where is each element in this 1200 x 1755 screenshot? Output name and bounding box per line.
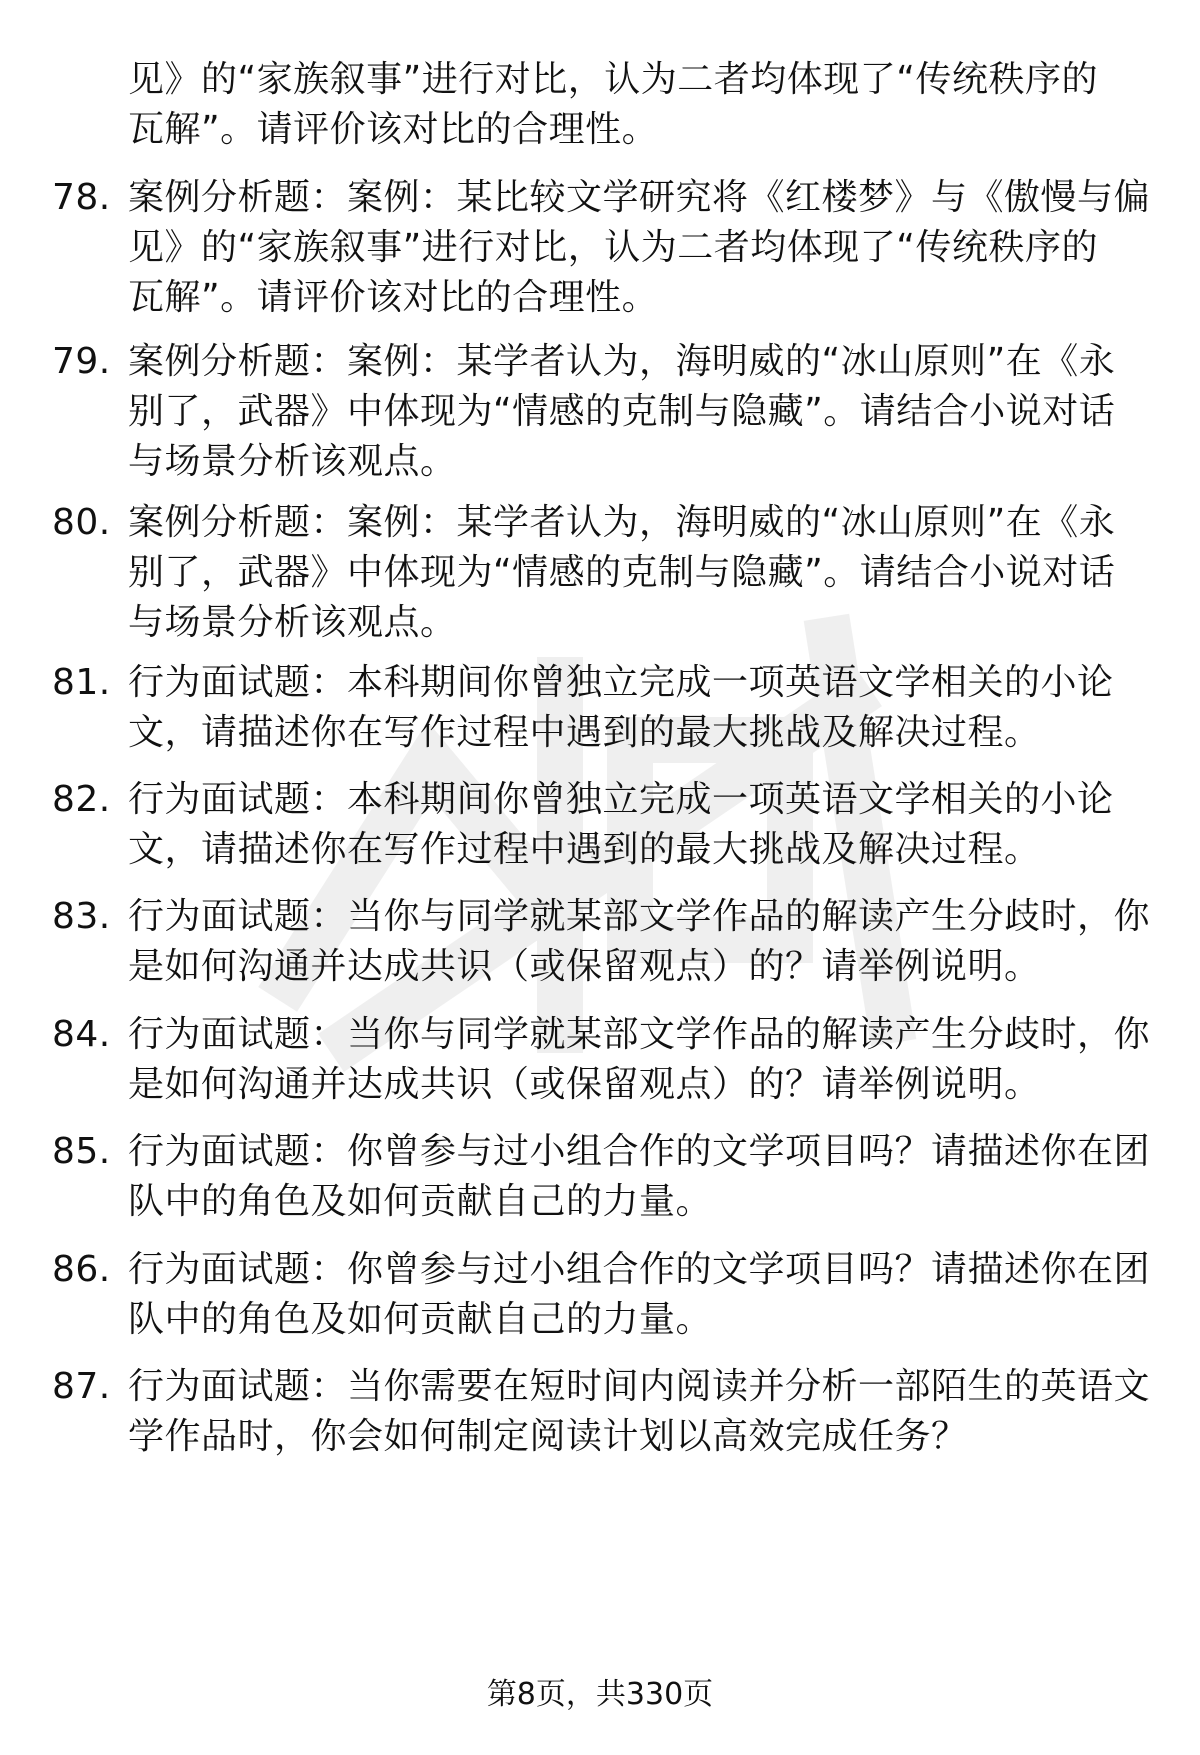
question-item	[52, 337, 1152, 487]
question-item	[52, 1245, 1152, 1345]
question-item	[52, 892, 1152, 992]
question-text: 行为面试题：当你与同学就某部文学作品的解读产生分歧时，你 是如何沟通并达成共识（或保留观点）的？请举例说明。	[128, 1014, 1151, 1105]
question-number: 86.	[52, 1249, 111, 1290]
question-item	[52, 498, 1152, 648]
question-text: 行为面试题：本科期间你曾独立完成一项英语文学相关的小论 文，请描述你在写作过程中遇到的最大挑战及解决过程。	[128, 779, 1114, 870]
question-text: 行为面试题：你曾参与过小组合作的文学项目吗？请描述你在团 队中的角色及如何贡献自己的力量。	[128, 1249, 1151, 1340]
question-number: 79.	[52, 341, 111, 382]
question-number: 87.	[52, 1366, 111, 1407]
question-number: 81.	[52, 662, 111, 703]
question-text: 案例分析题：案例：某学者认为，海明威的“冰山原则”在《永 别了，武器》中体现为“情感的克制与隐藏”。请结合小说对话 与场景分析该观点。	[128, 341, 1116, 482]
question-number: 85.	[52, 1131, 111, 1172]
question-item	[52, 775, 1152, 875]
question-item	[52, 1127, 1152, 1227]
question-number: 83.	[52, 896, 111, 937]
continuation-text: 见》的“家族叙事”进行对比，认为二者均体现了“传统秩序的 瓦解”。请评价该对比的合理性。	[128, 59, 1098, 150]
question-text: 行为面试题：当你需要在短时间内阅读并分析一部陌生的英语文 学作品时，你会如何制定阅读计划以高效完成任务？	[128, 1366, 1151, 1457]
page-footer: 第8页，共330页	[486, 1677, 714, 1712]
question-item	[52, 173, 1152, 323]
question-number: 84.	[52, 1014, 111, 1055]
question-item	[52, 1362, 1152, 1462]
question-text: 行为面试题：你曾参与过小组合作的文学项目吗？请描述你在团 队中的角色及如何贡献自己的力量。	[128, 1131, 1151, 1222]
question-text: 案例分析题：案例：某比较文学研究将《红楼梦》与《傲慢与偏 见》的“家族叙事”进行对比，认为二者均体现了“传统秩序的 瓦解”。请评价该对比的合理性。	[128, 177, 1151, 318]
question-number: 82.	[52, 779, 111, 820]
question-item	[52, 658, 1152, 758]
question-number: 80.	[52, 502, 111, 543]
question-item	[52, 1010, 1152, 1110]
question-text: 案例分析题：案例：某学者认为，海明威的“冰山原则”在《永 别了，武器》中体现为“情感的克制与隐藏”。请结合小说对话 与场景分析该观点。	[128, 502, 1116, 643]
continuation-block	[52, 55, 1152, 165]
question-text: 行为面试题：当你与同学就某部文学作品的解读产生分歧时，你 是如何沟通并达成共识（或保留观点）的？请举例说明。	[128, 896, 1151, 987]
question-text: 行为面试题：本科期间你曾独立完成一项英语文学相关的小论 文，请描述你在写作过程中遇到的最大挑战及解决过程。	[128, 662, 1114, 753]
question-number: 78.	[52, 177, 111, 218]
